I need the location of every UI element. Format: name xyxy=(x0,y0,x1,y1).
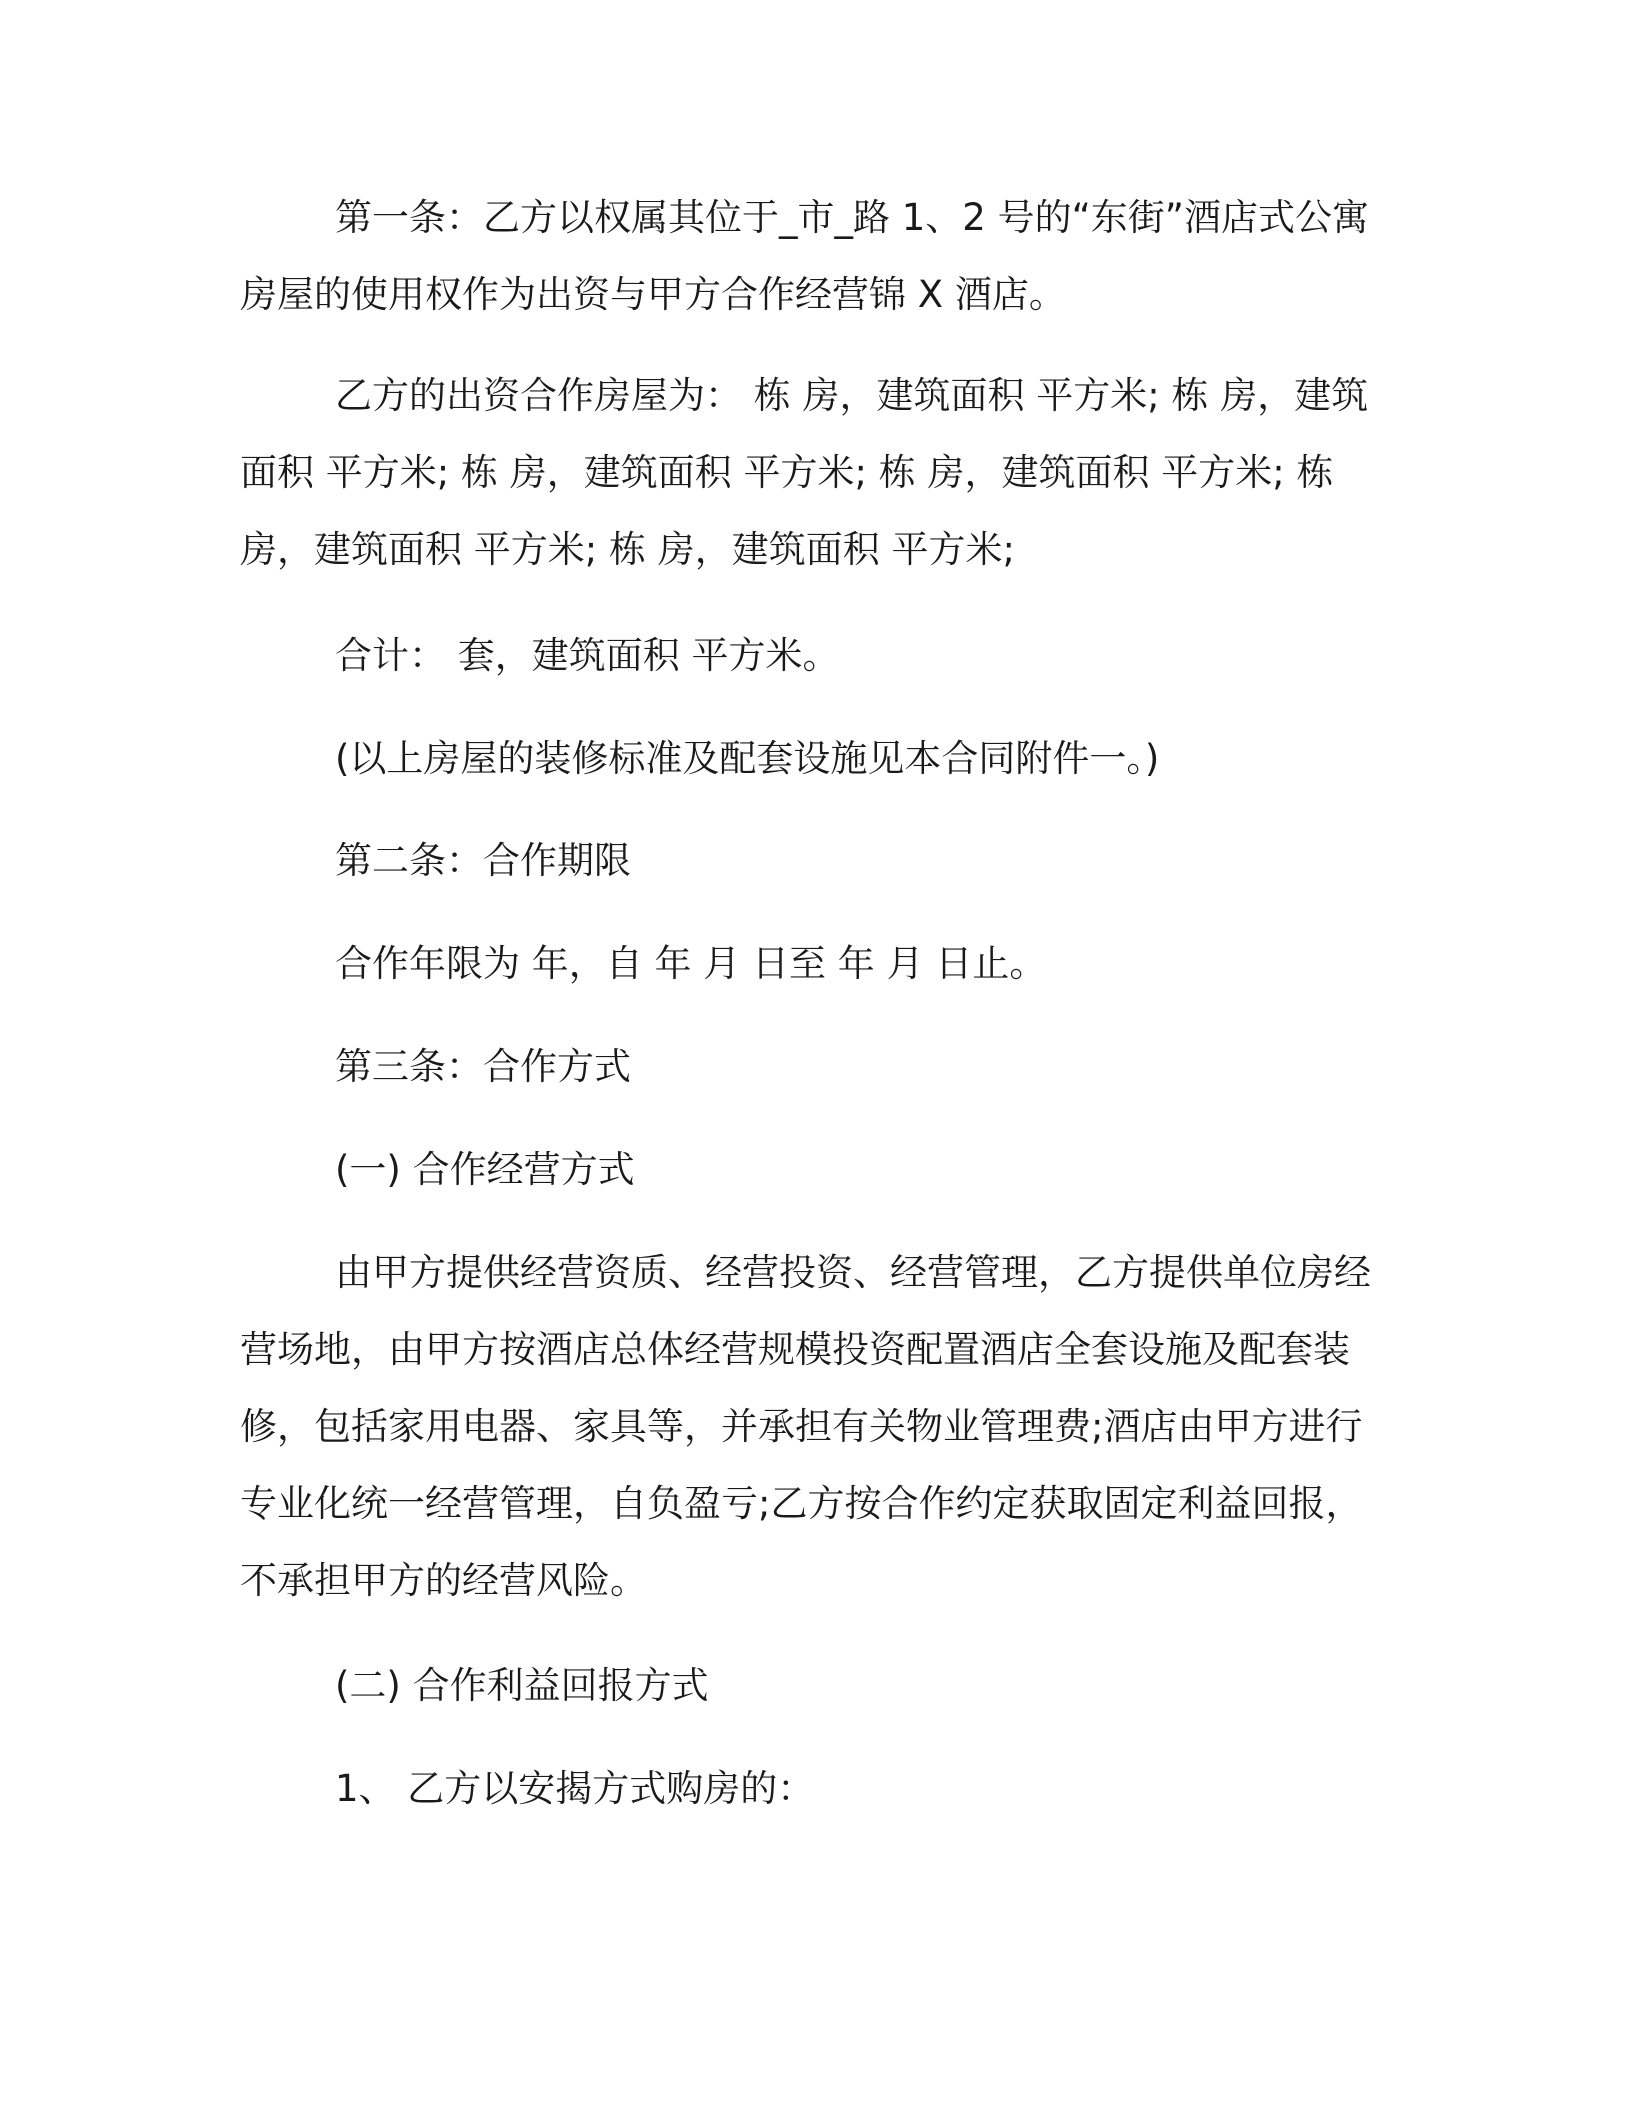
section-2-heading: (二) 合作利益回报方式 xyxy=(335,1664,709,1707)
section-1-heading: (一) 合作经营方式 xyxy=(335,1148,635,1191)
total-paragraph: 合计： 套，建筑面积 平方米。 xyxy=(335,634,840,677)
article-1-paragraph: 第一条：乙方以权属其位于_市_路 1、2 号的“东街”酒店式公寓房屋的使用权作为出资与甲方合作经营锦 X 酒店。 xyxy=(240,196,1369,316)
item-1-paragraph: 1、 乙方以安揭方式购房的： xyxy=(335,1767,815,1810)
property-list-paragraph: 乙方的出资合作房屋为： 栋 房，建筑面积 平方米; 栋 房，建筑面积 平方米; 栋 房，建筑面积 平方米; 栋 房，建筑面积 平方米; 栋房，建筑面积 平方米; 栋 房，建筑面积 平方米; xyxy=(240,374,1369,571)
article-2-heading: 第二条：合作期限 xyxy=(335,839,631,882)
cooperation-mode-paragraph: 由甲方提供经营资质、经营投资、经营管理，乙方提供单位房经营场地，由甲方按酒店总体经营规模投资配置酒店全套设施及配套装修，包括家用电器、家具等，并承担有关物业管理费;酒店由甲方进行专业化统一经营管理，自负盈亏;乙方按合作约定获取固定利益回报，不承担甲方的经营风险。 xyxy=(240,1251,1371,1602)
term-paragraph: 合作年限为 年，自 年 月 日至 年 月 日止。 xyxy=(335,942,1047,985)
note-paragraph: (以上房屋的装修标准及配套设施见本合同附件一。) xyxy=(335,737,1160,780)
article-3-heading: 第三条：合作方式 xyxy=(335,1045,631,1088)
